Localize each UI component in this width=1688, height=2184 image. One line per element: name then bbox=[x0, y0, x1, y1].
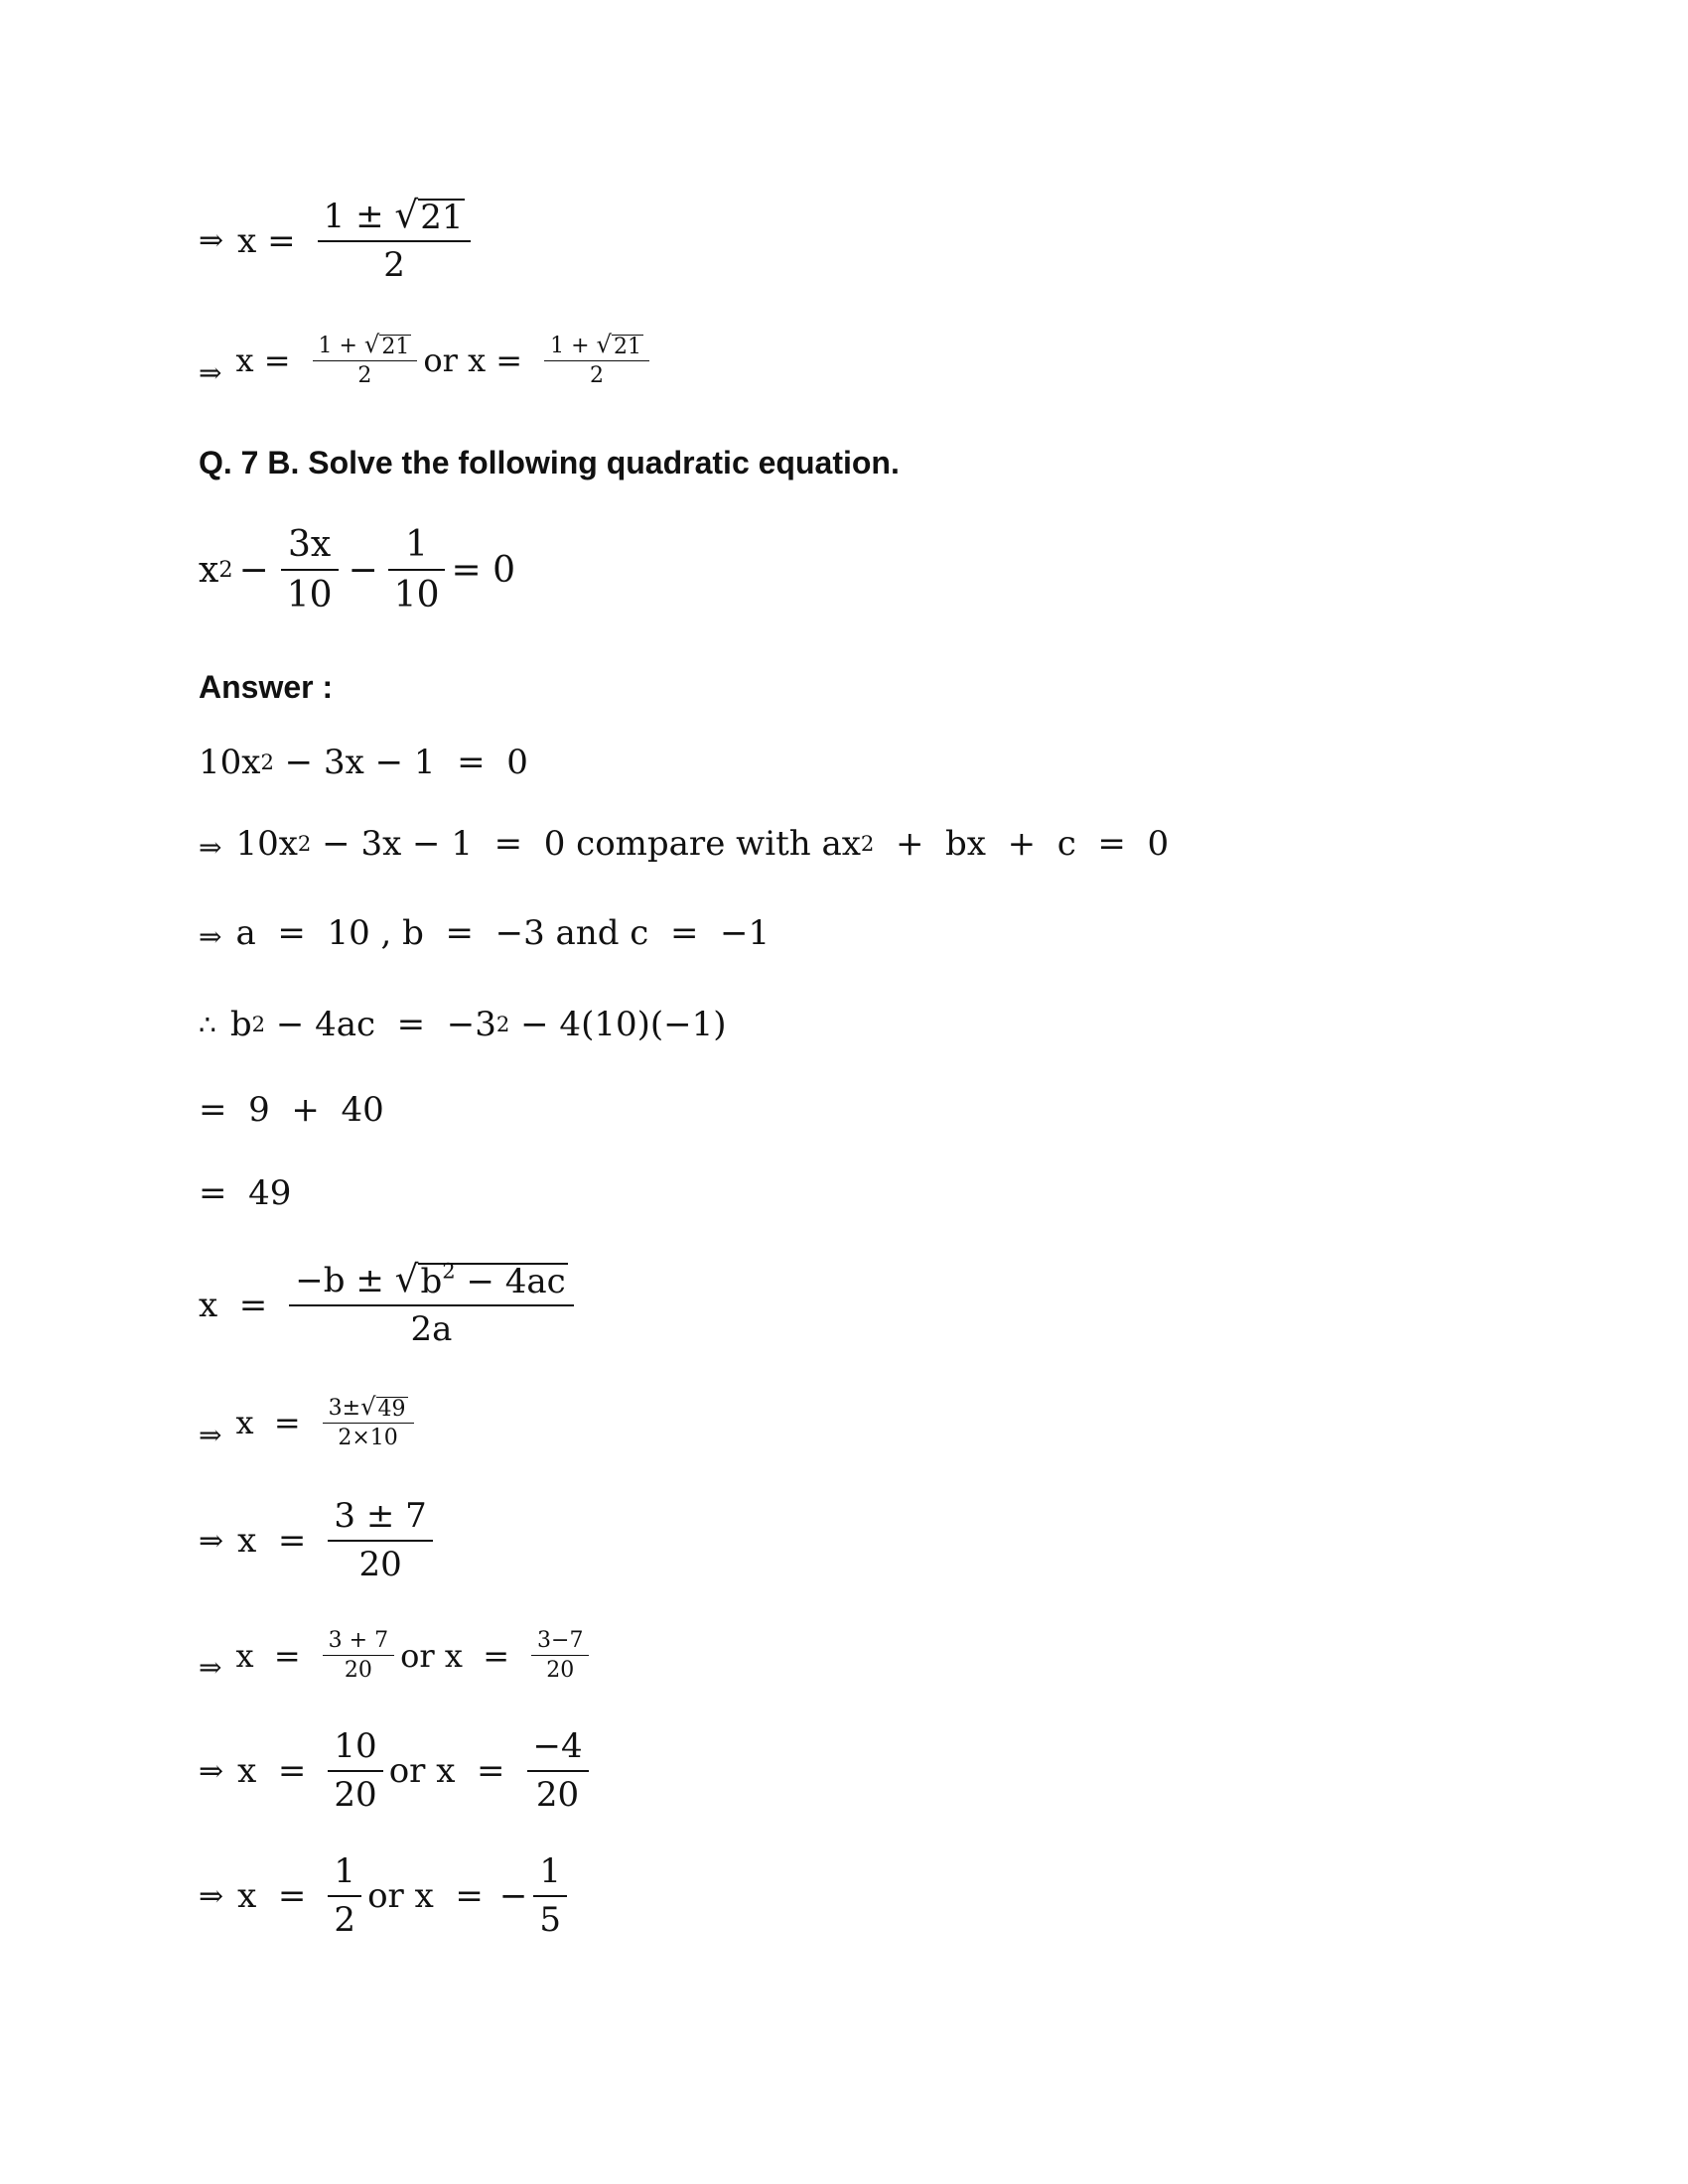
answer-step-3: ⇒ a = 10 , b = −3 and c = −1 bbox=[199, 913, 771, 953]
fraction-2: $\frac{3-7}{20}$ bbox=[531, 1628, 589, 1684]
radical-icon: √ bbox=[596, 331, 612, 358]
fraction-1-over-10: $\frac{1}{10}$ bbox=[388, 524, 446, 616]
answer-step-4: ∴ b 2 − 4ac = −3 2 − 4(10)(−1) bbox=[199, 1005, 727, 1044]
square-root: √ 21 bbox=[596, 331, 641, 359]
square-root: √ 49 bbox=[360, 1393, 406, 1422]
quadratic-formula: x = −b ± √ $b^2 - 4ac$ 2a bbox=[199, 1261, 580, 1349]
fraction-1: 1 + √ 21 2 bbox=[313, 333, 418, 389]
implies-icon: ⇒ bbox=[199, 920, 222, 953]
fraction-2: 1 + √ 21 2 bbox=[544, 333, 649, 389]
answer-step-11: ⇒ x = $\frac{10}{20}$ or x = $\frac{-4}{20}$ bbox=[199, 1727, 595, 1815]
answer-step-9: ⇒ x = $\frac{3 \pm 7}{20}$ bbox=[199, 1497, 439, 1584]
square-root: √ 21 bbox=[363, 331, 410, 359]
implies-icon: ⇒ bbox=[199, 1878, 224, 1914]
step-x-equals-1-pm-root21-over-2 bbox=[199, 193, 477, 286]
step-x-two-roots bbox=[199, 333, 655, 389]
answer-step-5: = 9 + 40 bbox=[199, 1090, 384, 1130]
implies-icon: ⇒ bbox=[199, 223, 224, 259]
implies-icon: ⇒ bbox=[199, 1523, 224, 1559]
fraction-1: $\frac{10}{20}$ bbox=[328, 1727, 382, 1815]
implies-icon: ⇒ bbox=[199, 831, 222, 864]
fraction: 3± √ 49 2×10 bbox=[323, 1395, 414, 1451]
implies-icon: ⇒ bbox=[199, 1753, 224, 1789]
answer-step-1: 10x 2 − 3x − 1 = 0 bbox=[199, 743, 528, 782]
radical-icon: √ bbox=[394, 193, 419, 236]
radical-icon: √ bbox=[363, 331, 380, 358]
fraction: $\frac{3 \pm 7}{20}$ bbox=[328, 1497, 432, 1584]
question-heading: Q. 7 B. Solve the following quadratic equation. bbox=[199, 445, 900, 480]
answer-step-12: ⇒ x = $\frac{1}{2}$ or x = − $\frac{1}{5}$ bbox=[199, 1852, 573, 1940]
answer-label: Answer : bbox=[199, 669, 334, 705]
square-root: √ $b^2 - 4ac$ bbox=[394, 1257, 566, 1301]
fraction-1: $\frac{1}{2}$ bbox=[328, 1852, 361, 1940]
answer-step-2: ⇒ 10x 2 − 3x − 1 = 0 compare with ax 2 + bx + c = 0 bbox=[199, 824, 1170, 864]
fraction-1: $\frac{3 + 7}{20}$ bbox=[323, 1628, 394, 1684]
answer-step-8: ⇒ x = 3± √ 49 2×10 bbox=[199, 1395, 420, 1451]
answer-step-6: = 49 bbox=[199, 1173, 292, 1213]
radical-icon: √ bbox=[360, 1393, 376, 1421]
fraction-2: $\frac{-4}{20}$ bbox=[527, 1727, 589, 1815]
fraction-2: $\frac{1}{5}$ bbox=[533, 1852, 567, 1940]
fraction: 1 ± √ 21 2 bbox=[318, 197, 472, 285]
fraction-3x-over-10: $\frac{3x}{10}$ bbox=[281, 524, 339, 616]
implies-icon: ⇒ bbox=[199, 355, 222, 389]
or-x-equals: or x = bbox=[423, 341, 523, 380]
answer-step-10: ⇒ x = $\frac{3 + 7}{20}$ or x = $\frac{3-7}{20}$ bbox=[199, 1628, 595, 1684]
therefore-icon: ∴ bbox=[199, 1008, 216, 1041]
lhs: x = bbox=[237, 220, 296, 261]
fraction: −b ± √ $b^2 - 4ac$ 2a bbox=[289, 1261, 573, 1349]
question-equation: x 2 − $\frac{3x}{10}$ − $\frac{1}{10}$ = 0 bbox=[199, 524, 515, 616]
square-root: √ 21 bbox=[394, 193, 464, 237]
implies-icon: ⇒ bbox=[199, 1418, 222, 1451]
lhs: x = bbox=[235, 341, 291, 380]
fraction-bar bbox=[318, 240, 472, 242]
radical-icon: √ bbox=[394, 1257, 419, 1300]
implies-icon: ⇒ bbox=[199, 1650, 222, 1684]
